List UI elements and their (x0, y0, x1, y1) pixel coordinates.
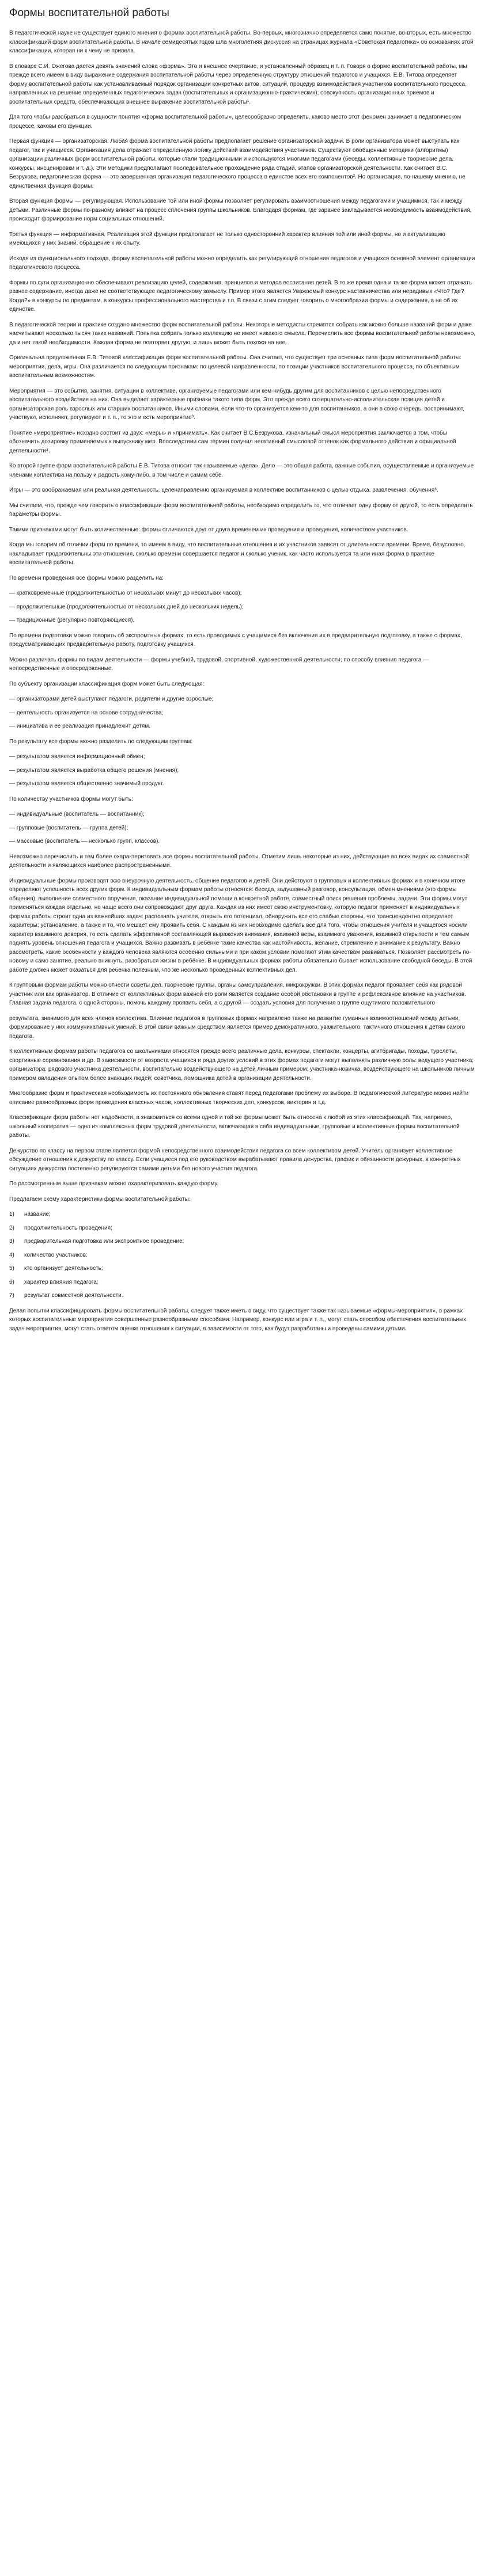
paragraph-truncated: Делая попытки классифицировать формы воспитательной работы, следует также иметь в виду, что существует также так называемые «формы-мероприятия», в рамках которых воспитательные мероприятия совершенные разнообразными способами. Например, конкурс или игра и т. п., могут стать способом обеспечения воспитательных задач мероприятия, могут стать ответом оценке отношения к ситуации, в зависимости от того, как будут разработаны и проведены самими детьми. (9, 1307, 467, 1332)
paragraph: В педагогической теории и практике создано множество форм воспитательной работы. Некоторые методисты стремятся собрать как можно больше названий форм и даже насчитывают несколько тысяч таких названий. Попытка собрать только коллекцию не имеет никакого смысла. Перечислить все формы воспитательной работы невозможно, да и нет такой необходимости. Каждая форма не повторяет другую, и лишь может быть похожа на нее. (9, 321, 475, 346)
list-item: — кратковременные (продолжительностью от нескольких минут до нескольких часов); (9, 590, 242, 596)
list-item: — результатом является общественно значимый продукт. (9, 781, 164, 787)
paragraph: Многообразие форм и практическая необходимость их постоянного обновления ставят перед педагогами проблему их выбора. В педагогической литературе можно найти описание разнообразных форм проведения классных часов, коллективных творческих дел, конкурсов, викторин и т.д. (9, 1090, 469, 1106)
paragraph: результата, значимого для всех членов коллектива. Влияние педагогов в групповых формах направлено также на развитие гуманных взаимоотношений между детьми, формирование у них коммуникативных умений. В этой связи важным средством является пример демократичного, уважительного, тактичного отношения к детям самого педагога. (9, 1015, 466, 1040)
section-forms (9, 853, 476, 1204)
paragraph: Невозможно перечислить и тем более охарактеризовать все формы воспитательной работы. Отметим лишь некоторые из них, действующие во всех видах их совместной деятельности и являющихся наиболее распространенными. (9, 853, 469, 869)
list-item-text: результат совместной деятельности. (24, 1292, 123, 1299)
paragraph: По рассмотренным выше признакам можно охарактеризовать каждую форму. (9, 1181, 219, 1187)
paragraph: По количеству участников формы могут быть: (9, 796, 133, 802)
list-by-subject (9, 695, 476, 731)
list-item: — продолжительные (продолжительностью от нескольких дней до нескольких недель); (9, 603, 244, 610)
paragraph: В словаре С.И. Ожегова дается девять значений слова «форма». Это и внешнее очертание, и установленный образец и т. п. Говоря о форме воспитательной работы, мы прежде всего имеем в виду выражение содержания воспитательной работы через определенную структуру отношений педагогов и учащихся. Е.В. Титова определяет форму воспитательной работы как устанавливаемый порядок организации конкретных актов, ситуаций, процедур взаимодействия участников воспитательного процесса, направленных на решение определенных педагогических задач (воспитательных и организационно-практических); совокупность организационных приемов и воспитательных средств, обеспечивающих внешнее выражение воспитательной работы¹. (9, 63, 467, 105)
list-item-number: 2) (9, 1224, 14, 1231)
paragraph: К групповым формам работы можно отнести советы дел, творческие группы, органы самоуправления, микрокружки. В этих формах педагог проявляет себя как рядовой участник или как организатор. В отличие от коллективных форм важной его роли является создание особой обстановки в группе и рефлексивное влияние на участников. Главная задача педагога, с одной стороны, помочь каждому проявить себя, а с другой — создать условия для получения в группе ощутимого положительного (9, 982, 466, 1006)
section-intro (9, 29, 476, 455)
list-item-text: характер влияния педагога; (24, 1279, 99, 1285)
list-item: — традиционные (регулярно повторяющиеся). (9, 617, 135, 623)
list-item (9, 1210, 476, 1219)
list-item-text: название; (24, 1211, 51, 1217)
paragraph: По времени подготовки можно говорить об экспромтных формах, то есть проводимых с учащимися без включения их в предварительную подготовку, а также о формах, предусматривающих предварительную работу, подготовку учащихся. (9, 632, 462, 648)
paragraph: По времени проведения все формы можно разделить на: (9, 574, 164, 581)
list-item-text: количество участников; (24, 1251, 88, 1258)
list-item (9, 1264, 476, 1273)
list-item (9, 1291, 476, 1300)
list-item: — результатом является информационный обмен; (9, 754, 145, 760)
list-item-number: 1) (9, 1211, 14, 1217)
paragraph: Когда мы говорим об отличии форм по времени, то имеем в виду, что воспитательные отношения и их участников зависят от длительности времени. Время, безусловно, накладывает продолжительны эти отношения, сколько времени совершается педагог и сколько ученик, как часто используется та или иная форма в практике воспитательной работы. (9, 542, 466, 566)
list-item: — инициатива и ее реализация принадлежит детям. (9, 723, 150, 729)
list-item (9, 1278, 476, 1287)
list-item-number: 6) (9, 1279, 14, 1285)
paragraph: Классификации форм работы нет надобности, а знакомиться со всеми одной и той же формы может быть отнесена к любой из этих классификаций. Так, например, школьный кооператив — одно из комплексных форм трудовой деятельности, включающая в себя индивидуальные, групповые и коллективные формы воспитательной работы. (9, 1114, 460, 1139)
paragraph: Для того чтобы разобраться в сущности понятия «форма воспитательной работы», целесообразно определить, каково место этот феномен занимает в педагогическом процессе, каковы его функции. (9, 114, 461, 130)
paragraph: В педагогической науке не существует единого мнения о формах воспитательной работы. Во-первых, многозначно определяется само понятие, во-вторых, есть множество классификаций форм воспитательной работы. В начале семидесятых годов шла многолетняя дискуссия на страницах журнала «Советская педагогика» об основаниях этой классификации, которая ни к чему не привела. (9, 30, 474, 54)
list-item (9, 1224, 476, 1233)
page-title: Формы воспитательной работы (9, 7, 169, 19)
list-item (9, 1251, 476, 1260)
section-preparation (9, 631, 476, 689)
paragraph: Индивидуальные формы производят всю внеурочную деятельность, общение педагогов и детей. Они действуют в групповых и коллективных формах и в конечном итоге определяют успешность всех других форм. К индивидуальным формам работы относятся: беседа, задушевный разговор, консультация, обмен мнениями (это формы общения), выполнение совместного поручения, оказание индивидуальной помощи в конкретной работе, совместный поиск решения проблемы, задачи. Эти формы могут применяться каждая отдельно, но чаще всего они сопровождают друг друга. Каждая из них имеет свою инструментовку, которую педагог применяет в индивидуальных формах работы строит одна из важнейших задач: распознать учителя, открыть его потенциал, обнаружить все его слабые стороны, что трансцендентно определяет характеры: установление, а также и то, что мешает ему проявить себя. С каждым из них необходимо сделать всё для того, чтобы отношения учителя и учащегося носили характер взаимного доверия, то есть сделать эффективной составляющей выражения внимания, взаимной веры, взаимного уважения, взаимной открытости и тем самым поднять уровень отношения педагога и учащихся. Важно развивать в ребёнке такие качества как настойчивость, желание, стремление и внимание к результату. Важно рассмотреть, какие особенности у каждого человека являются особенно сильными и при каком условии помогают этим качествам развиваться. Позволяет рассмотреть по-новому и само занятие, реально вникнуть, разобраться жизни в ребёнке. В индивидуальных формах работы обязательно бывает использование свободной беседы. В этой работе должен может оказаться для ребенка полезным, что же несколько проведенных коллективных дел. (9, 877, 472, 973)
paragraph: Мы считаем, что, прежде чем говорить о классификации форм воспитательной работы, необходимо определить то, что отличает одну форму от другой, то есть определить параметры формы. (9, 502, 473, 518)
list-item: — массовые (воспитатель — несколько групп, классов). (9, 838, 160, 844)
list-by-duration (9, 589, 476, 625)
list-item (9, 1237, 476, 1246)
list-item-number: 3) (9, 1238, 14, 1245)
list-by-result (9, 752, 476, 789)
list-item-text: предварительная подготовка или экспромтное проведение; (24, 1238, 184, 1245)
paragraph: Дежурство по классу на первом этапе является формой непосредственного взаимодействия педагога со всем коллективом детей. Учитель организует коллективное обсуждение отношения к дежурству по классу. Если учащиеся под его руководством вырабатывают правила дежурства, график и обязанности дежурных, в конкретных ситуациях дежурства постепенно регулируются самими детьми без нового участия педагога. (9, 1147, 461, 1172)
paragraph: Можно различать формы по видам деятельности — формы учебной, трудовой, спортивной, художественной деятельности; по способу влияния педагога — непосредственные и опосредованные. (9, 656, 429, 672)
paragraph: К коллективным формам работы педагогов со школьниками относятся прежде всего различные дела, конкурсы, спектакли, концерты, агитбригады, походы, турслёты, спортивные соревнования и др. В зависимости от возраста учащихся и ряда других условий в этих формах педагоги могут выполнять различную роль: ведущего участника; организатора; рядового участника деятельности, воспитательно воздействующего на детей личным примером; участника-новичка, воздействующего на школьников личным примером овладения опытом более знающих людей; советчика, помощника детей в организации деятельности. (9, 1048, 475, 1082)
list-item-number: 5) (9, 1265, 14, 1272)
paragraph: Оригинальна предложенная Е.В. Титовой классификация форм воспитательной работы. Она считает, что существует три основных типа форм воспитательной работы: мероприятия, дела, игры. Она различается по следующим признакам: по целевой направленности, по позиции участников воспитательного процесса, по объективным воспитательным возможностям. (9, 355, 461, 379)
paragraph: Исходя из функционального подхода, форму воспитательной работы можно определить как регулирующий отношения педагогов и учащихся основной элемент организации педагогического процесса. (9, 255, 475, 271)
list-by-participants (9, 810, 476, 846)
paragraph: Ко второй группе форм воспитательной работы Е.В. Титова относит так называемые «дела». Дело — это общая работа, важные события, осуществляемые и организуемые членами коллектива на пользу и радость кому-либо, в том числе и самим себе. (9, 463, 474, 478)
paragraph: Понятие «мероприятие» исходно состоит из двух: «меры» и «принимать». Как считает В.С.Безрукова, изначальный смысл мероприятия заключается в том, чтобы обозначить дозировку применяемых к выпускнику мер. Впоследствии сам термин получил негативный смысловой оттенок как формального действия и официальной деятельности⁴. (9, 429, 456, 454)
list-item-text: кто организует деятельность; (24, 1265, 103, 1272)
list-item: — индивидуальные (воспитатель — воспитанник); (9, 811, 145, 817)
list-item: — результатом является выработка общего решения (мнения); (9, 767, 179, 774)
list-item: — деятельность организуется на основе сотрудничества; (9, 709, 164, 716)
list-item-text: продолжительность проведения; (24, 1224, 112, 1231)
paragraph: Такими признаками могут быть количественные: формы отличаются друг от друга временем их проведения и проведения, количеством участников. (9, 526, 408, 533)
characteristic-scheme-list (9, 1210, 476, 1300)
paragraph: Игры — это воображаемая или реальная деятельность, целенаправленно организуемая в коллективе воспитанников с целью отдыха, развлечения, обучения⁵. (9, 487, 439, 493)
paragraph: Вторая функция формы — регулирующая. Использование той или иной формы позволяет регулировать взаимоотношения между педагогами и учащимися, так и между детьми. Различные формы по-разному влияют на процесс сплочения группы школьников. Благодаря формам, где заранее закладывается необходимость взаимодействия, происходит формирование норм социальных отношений. (9, 198, 472, 222)
paragraph: Третья функция — информативная. Реализация этой функции предполагает не только односторонний характер влияния той или иной формы, но и актуализацию имеющихся у них знаний, обращение к их опыту. (9, 231, 445, 246)
paragraph: Мероприятия — это события, занятия, ситуации в коллективе, организуемые педагогами или кем-нибудь другим для воспитанников с целью непосредственного воспитательного воздействия на них. Она выделяет характерные признаки такого типа форм. Это прежде всего созерцательно-исполнительская позиция детей и организаторская роль взрослых или старших воспитанников. Иными словами, если что-то организуется кем-то для воспитанников, а они в свою очередь, воспринимают, участвуют, исполняют, регулируют и т. п., то это и есть мероприятие³. (9, 387, 464, 421)
list-item-number: 4) (9, 1251, 14, 1258)
paragraph: По результату все формы можно разделить по следующим группам: (9, 738, 193, 745)
list-item-number: 7) (9, 1292, 14, 1299)
list-item: — организаторами детей выступают педагоги, родители и другие взрослые; (9, 696, 214, 702)
section-types (9, 462, 476, 583)
list-item: — групповые (воспитатель — группа детей); (9, 824, 128, 831)
paragraph: Первая функция — организаторская. Любая форма воспитательной работы предполагает решение организаторской задачи. В роли организатора может выступать как педагог, так и учащиеся. Организация дела отражает определенную логику действий взаимодействия участников. Существуют обобщенные методики (алгоритмы) организации различных форм воспитательной работы, которые стали традиционными и используются многими педагогами (беседы, коллективные творческие дела, конкурсы, инсценировки и т. д.). Эти методики предполагают последовательное прохождение ряда стадий, этапов организаторской деятельности. Как считает В.С. Безрукова, педагогическая форма — это завершенная организация педагогического процесса в единстве всех его компонентов². Но организация, по-нашему мнению, не единственная функция формы. (9, 138, 466, 189)
paragraph: Предлагаем схему характеристики формы воспитательной работы: (9, 1196, 191, 1203)
paragraph: По субъекту организации классификация форм может быть следующая: (9, 680, 205, 687)
paragraph: Формы по сути организационно обеспечивают реализацию целей, содержания, принципов и методов воспитания детей. В то же время одна и та же форма может отражать разное содержание, иногда даже не соответствующее педагогическому замыслу. Пример этого является Уважаемый конкурс наставничества или нерадивых «Что? Где? Когда?» в конкурсы по предметам, в конкурсы профессионального мастерства и т.п. В связи с этим следует говорить о многообразии формы и содержания, а не об их единстве. (9, 279, 472, 313)
